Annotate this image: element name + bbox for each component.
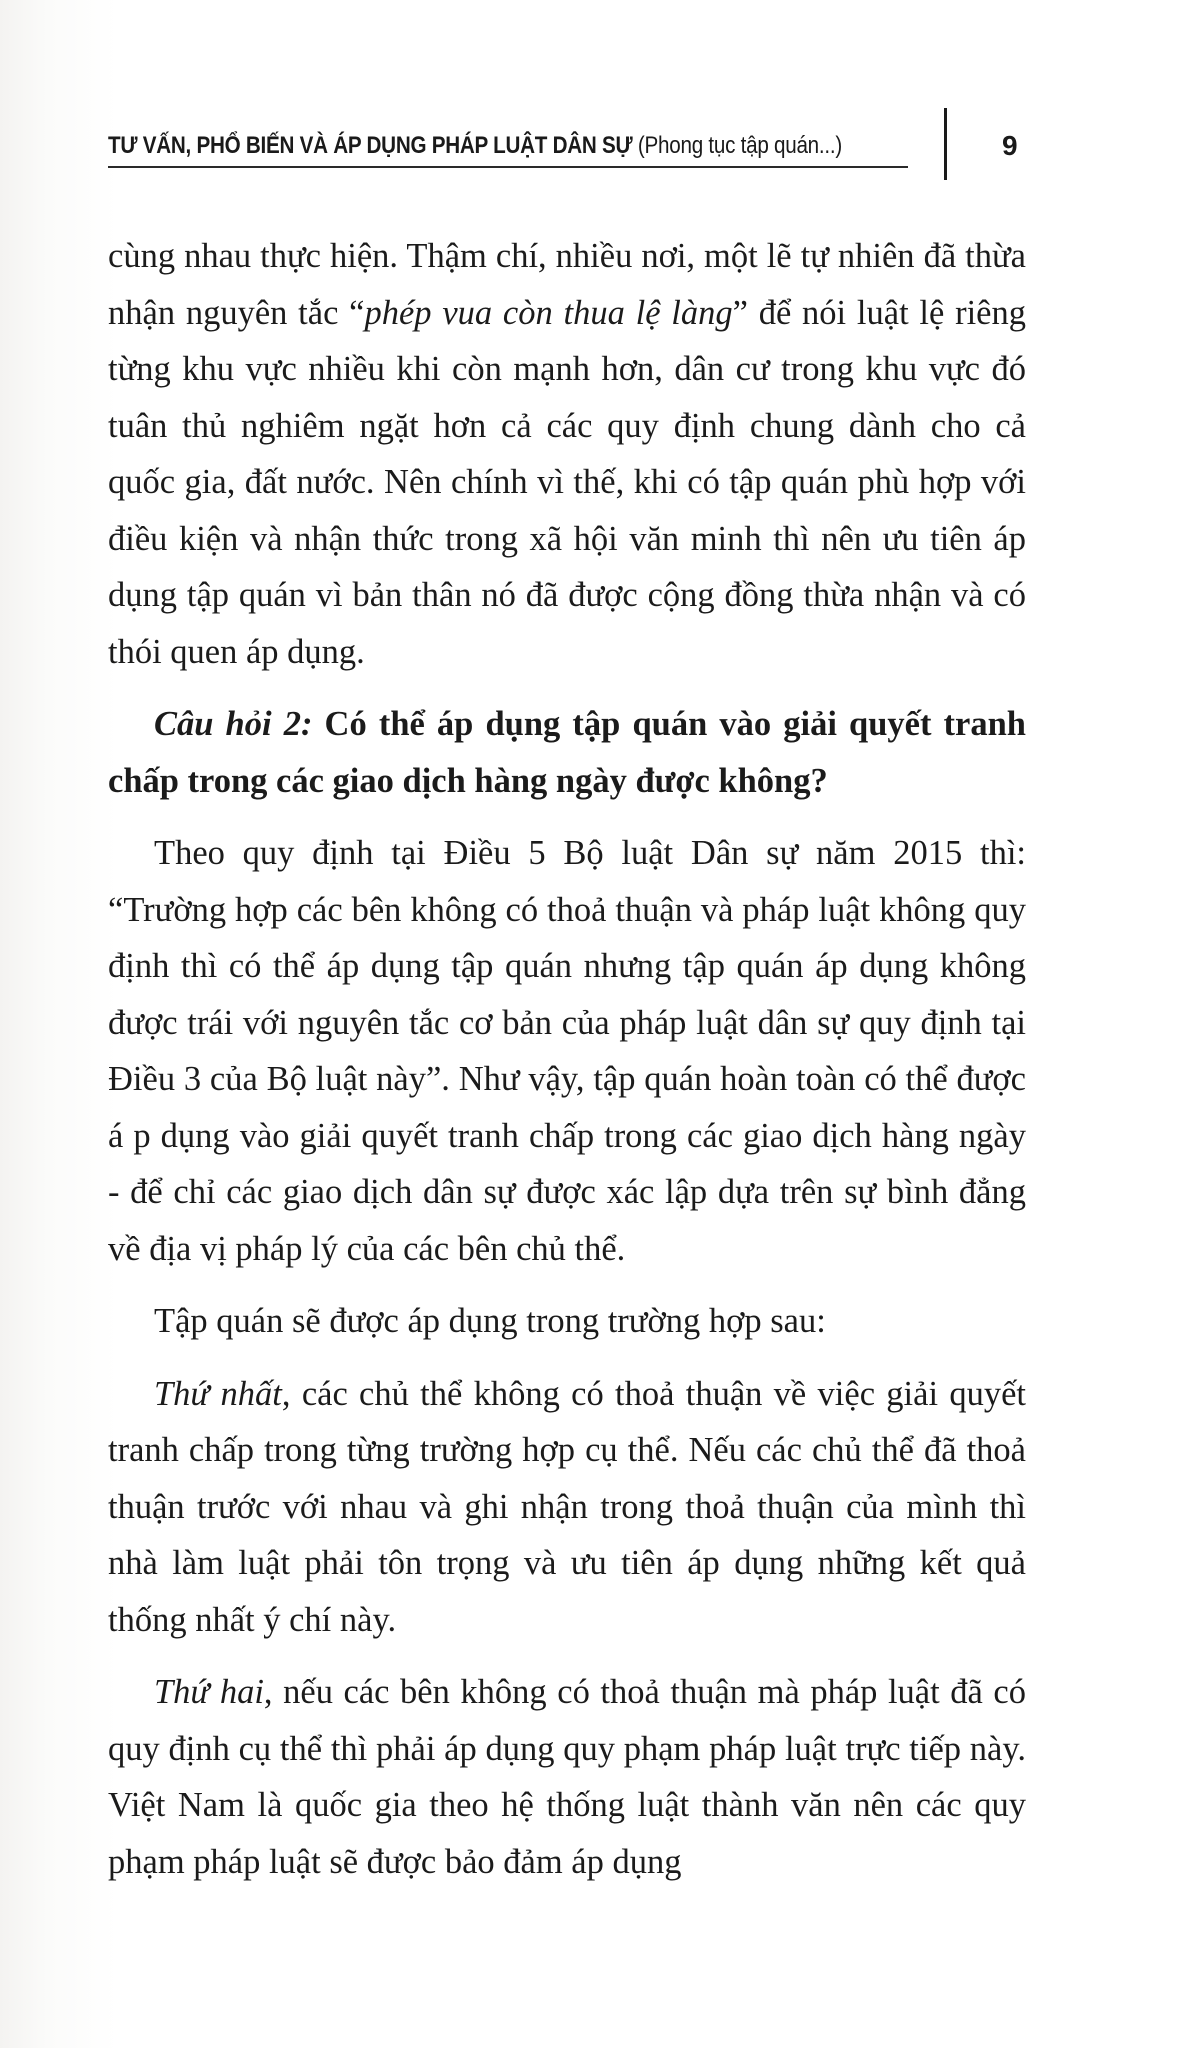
header-divider-bar — [944, 108, 947, 180]
header-underline — [108, 166, 908, 168]
header-title-main: TƯ VẤN, PHỔ BIẾN VÀ ÁP DỤNG PHÁP LUẬT DÂN SỰ — [108, 132, 633, 159]
question-label: Câu hỏi 2: — [154, 705, 313, 743]
question-heading — [108, 696, 1026, 809]
paragraph-cases-intro: Tập quán sẽ được áp dụng trong trường hợp sau: — [154, 1302, 826, 1340]
paragraph-continued: cùng nhau thực hiện. Thậm chí, nhiều nơi, một lẽ tự nhiên đã thừa nhận nguyên tắc “phép vua còn thua lệ làng” để nói luật lệ riêng từng khu vực nhiều khi còn mạnh hơn, dân cư trong khu vực đó tuân thủ nghiêm ngặt hơn cả các quy định chung dành cho cả quốc gia, đất nước. Nên chính vì thế, khi có tập quán phù hợp với điều kiện và nhận thức trong xã hội văn minh thì nên ưu tiên áp dụng tập quán vì bản thân nó đã được cộng đồng thừa nhận và có thói quen áp dụng. — [108, 237, 1026, 671]
first-case-lead: Thứ nhất — [154, 1374, 282, 1413]
header-title-sub: (Phong tục tập quán...) — [632, 132, 842, 159]
body-text — [108, 228, 1026, 1906]
header-title — [108, 132, 842, 160]
question-text: Có thể áp dụng tập quán vào giải quyết tranh chấp trong các giao dịch hàng ngày được không? — [108, 705, 1026, 800]
paragraph-first-case: Thứ nhất, các chủ thể không có thoả thuận về việc giải quyết tranh chấp trong từng trường hợp cụ thể. Nếu các chủ thể đã thoả thuận trước với nhau và ghi nhận trong thoả thuận của mình thì nhà làm luật phải tôn trọng và ưu tiên áp dụng những kết quả thống nhất ý chí này. — [108, 1374, 1026, 1639]
quoted-proverb: phép vua còn thua lệ làng — [364, 293, 733, 332]
second-case-lead: Thứ hai — [154, 1673, 264, 1711]
running-header — [108, 128, 938, 172]
page-number: 9 — [1002, 130, 1018, 161]
paragraph-answer: Theo quy định tại Điều 5 Bộ luật Dân sự năm 2015 thì: “Trường hợp các bên không có thoả thuận và pháp luật không quy định thì có thể áp dụng tập quán nhưng tập quán áp dụng không được trái với nguyên tắc cơ bản của pháp luật dân sự quy định tại Điều 3 của Bộ luật này”. Như vậy, tập quán hoàn toàn có thể được á p dụng vào giải quyết tranh chấp trong các giao dịch hàng ngày - để chỉ các giao dịch dân sự được xác lập dựa trên sự bình đẳng về địa vị pháp lý của các bên chủ thể. — [108, 834, 1026, 1268]
paragraph-second-case: Thứ hai, nếu các bên không có thoả thuận mà pháp luật đã có quy định cụ thể thì phải áp dụng quy phạm pháp luật trực tiếp này. Việt Nam là quốc gia theo hệ thống luật thành văn nên các quy phạm pháp luật sẽ được bảo đảm áp dụng — [108, 1673, 1026, 1881]
